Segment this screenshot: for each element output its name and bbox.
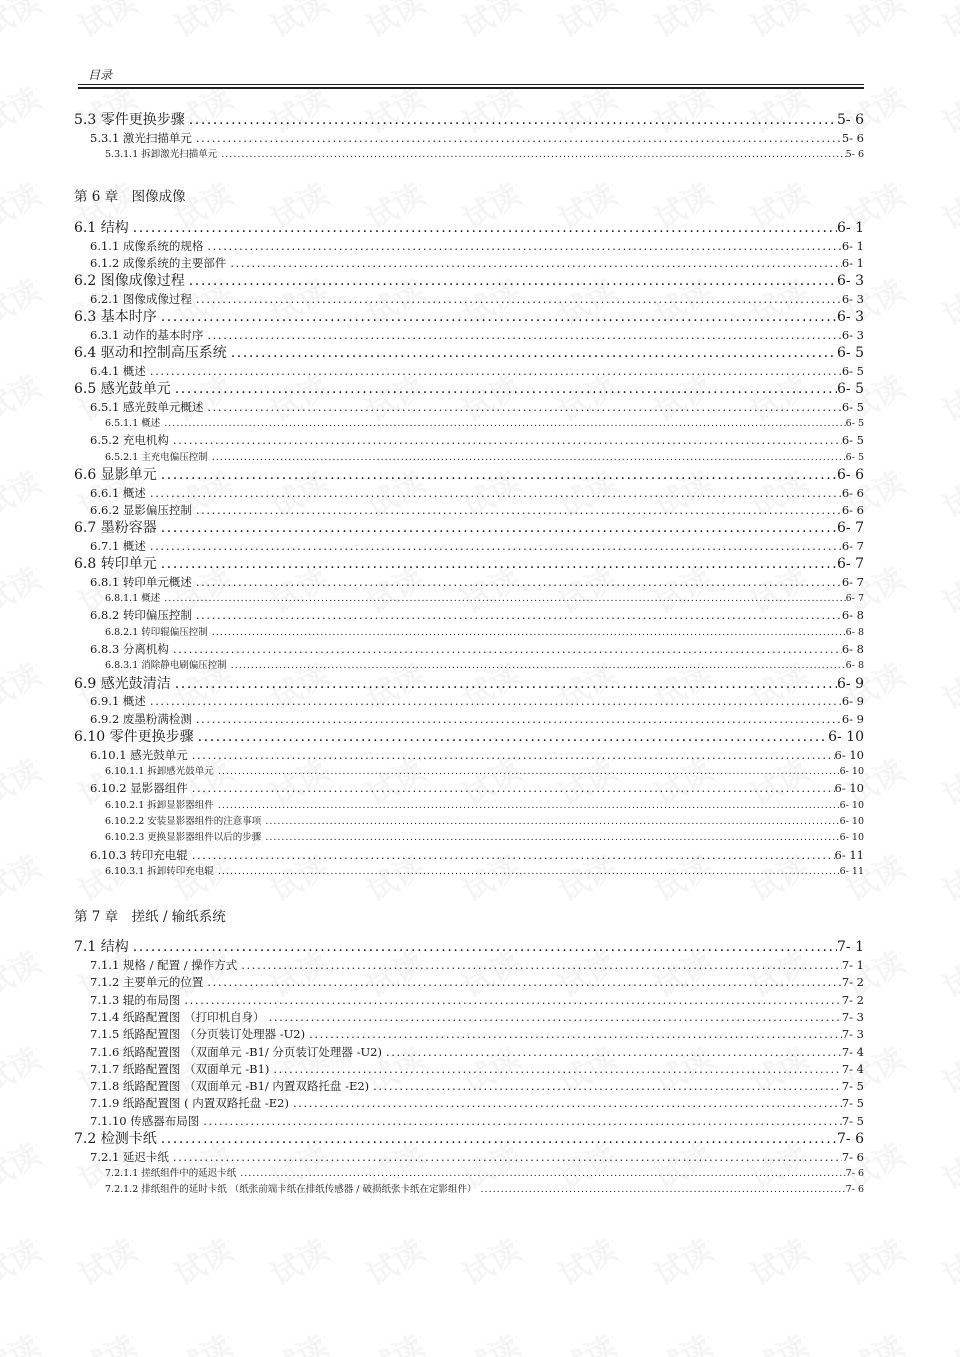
toc-entry-page: 7- 6: [845, 1184, 864, 1196]
watermark-mark: [933, 554, 960, 622]
watermark-mark: [933, 74, 960, 142]
watermark-mark: [549, 1226, 623, 1294]
toc-entry-title: 6.8.1 转印单元概述: [90, 574, 192, 589]
toc-leader-dots: [236, 1166, 845, 1182]
toc-entry-level-3: [74, 450, 864, 466]
toc-entry-title: 7.1.3 辊的布局图: [90, 992, 181, 1007]
watermark-mark: [645, 1322, 719, 1357]
toc-leader-dots: [237, 957, 842, 974]
toc-entry-title: 7.2 检测卡纸: [74, 1131, 157, 1148]
toc-leader-dots: [214, 764, 840, 780]
watermark-mark: [261, 0, 335, 46]
toc-entry-title: 6.1 结构: [74, 220, 129, 237]
toc-entry-page: 6- 10: [839, 832, 864, 844]
toc-leader-dots: [194, 728, 828, 747]
watermark-mark: [837, 1226, 911, 1294]
toc-entry-level-2: [74, 255, 864, 272]
watermark-mark: [0, 266, 47, 334]
toc-entry-page: 5- 6: [837, 112, 864, 128]
chapter-heading-6: 第 6 章 图像成像: [74, 189, 186, 206]
toc-leader-dots: [188, 747, 835, 764]
toc-entry-title: 6.3 基本时序: [74, 309, 157, 326]
toc-entry-title: 6.8.2.1 转印辊偏压控制: [105, 626, 208, 638]
watermark-mark: [933, 1130, 960, 1198]
toc-leader-dots: [261, 830, 839, 846]
watermark-mark: [933, 0, 960, 46]
toc-entry-level-1: [74, 675, 864, 694]
toc-leader-dots: [227, 658, 846, 674]
watermark-mark: [933, 266, 960, 334]
toc-entry-title: 6.10.2 显影器组件: [90, 781, 188, 796]
toc-entry-title: 7.1.5 纸路配置图 （分页装订处理器 -U2): [90, 1027, 306, 1042]
toc-entry-page: 6- 6: [841, 503, 864, 517]
toc-entry-page: 6- 7: [837, 520, 864, 537]
toc-entry-level-1: [74, 728, 864, 747]
toc-entry-level-1: [74, 308, 864, 327]
toc-leader-dots: [203, 327, 841, 344]
toc-entry-page: 6- 3: [841, 292, 864, 307]
toc-leader-dots: [208, 625, 846, 641]
toc-entry-page: 7- 2: [841, 975, 864, 990]
toc-entry-level-2: [74, 327, 864, 344]
toc-entry-level-2: [74, 780, 864, 797]
toc-entry-page: 6- 8: [841, 608, 864, 623]
toc-leader-dots: [169, 432, 842, 449]
toc-leader-dots: [265, 1009, 842, 1026]
toc-entry-title: 6.2.1 图像成像过程: [90, 292, 192, 307]
toc-entry-level-1: [74, 1130, 864, 1149]
toc-leader-dots: [146, 363, 842, 380]
toc-entry-page: 6- 10: [834, 747, 864, 762]
toc-entry-level-1: [74, 272, 864, 291]
toc-leader-dots: [157, 466, 837, 485]
toc-leader-dots: [185, 272, 837, 291]
toc-entry-level-2: [74, 538, 864, 555]
toc-entry-level-1: [74, 344, 864, 363]
toc-entry-title: 7.1.10 传感器布局图: [90, 1113, 200, 1128]
toc-leader-dots: [188, 847, 835, 864]
toc-leader-dots: [289, 1095, 842, 1112]
toc-entry-page: 7- 4: [841, 1061, 864, 1076]
toc-entry-title: 6.4.1 概述: [90, 363, 146, 378]
toc-entry-page: 6- 6: [837, 467, 864, 484]
toc-entry-title: 7.2.1.2 排纸组件的延时卡纸 （纸张前端卡纸在排纸传感器 / 破损纸张卡纸在定影组件）: [105, 1184, 477, 1196]
watermark-mark: [0, 1034, 47, 1102]
watermark-mark: [0, 554, 47, 622]
toc-entry-level-2: [74, 1078, 864, 1095]
toc-entry-page: 6- 7: [841, 538, 864, 553]
watermark-mark: [0, 650, 47, 718]
toc-entry-page: 7- 2: [841, 992, 864, 1007]
watermark-mark: [933, 938, 960, 1006]
watermark-mark: [69, 1226, 143, 1294]
toc-entry-page: 7- 1: [837, 939, 864, 956]
toc-entry-title: 6.10.3 转印充电辊: [90, 847, 188, 862]
watermark-mark: [933, 170, 960, 238]
toc-entry-page: 6- 9: [841, 694, 864, 709]
toc-entry-page: 7- 4: [841, 1044, 864, 1059]
toc-entry-title: 6.5 感光鼓单元: [74, 381, 171, 398]
toc-leader-dots: [157, 308, 837, 327]
toc-entry-title: 7.2.1 延迟卡纸: [90, 1149, 169, 1164]
toc-entry-page: 6- 8: [845, 626, 864, 638]
toc-entry-title: 7.1.8 纸路配置图 （双面单元 -B1/ 内置双路托盘 -E2): [90, 1079, 370, 1094]
toc-entry-level-2: [74, 711, 864, 728]
toc-entry-page: 6- 10: [834, 781, 864, 796]
toc-entry-title: 7.1 结构: [74, 939, 129, 956]
toc-leader-dots: [146, 693, 842, 710]
watermark-mark: [0, 746, 47, 814]
toc-entry-level-2: [74, 502, 864, 519]
toc-entry-title: 6.10 零件更换步骤: [74, 729, 194, 746]
toc-leader-dots: [203, 974, 841, 991]
toc-leader-dots: [261, 814, 839, 830]
toc-entry-title: 7.1.4 纸路配置图 （打印机自身）: [90, 1009, 265, 1024]
toc-entry-level-1: [74, 111, 864, 130]
toc-entry-level-2: [74, 974, 864, 991]
toc-entry-level-2: [74, 1095, 864, 1112]
toc-entry-level-2: [74, 1026, 864, 1043]
toc-entry-title: 6.5.1 感光鼓单元概述: [90, 399, 204, 414]
toc-entry-page: 6- 3: [837, 309, 864, 326]
toc-leader-dots: [157, 519, 837, 538]
watermark-mark: [453, 0, 527, 46]
watermark-mark: [0, 1130, 47, 1198]
toc-entry-level-3: [74, 658, 864, 674]
toc-leader-dots: [269, 1061, 841, 1078]
watermark-mark: [357, 1226, 431, 1294]
toc-entry-title: 6.9.2 废墨粉满检测: [90, 711, 192, 726]
toc-leader-dots: [382, 1044, 842, 1061]
toc-leader-dots: [226, 255, 841, 272]
toc-entry-title: 7.1.6 纸路配置图 （双面单元 -B1/ 分页装订处理器 -U2): [90, 1044, 382, 1059]
toc-entry-level-2: [74, 1149, 864, 1166]
watermark-mark: [0, 0, 47, 46]
toc-entry-page: 6- 1: [841, 256, 864, 271]
toc-entry-title: 5.3.1.1 拆卸激光扫描单元: [105, 148, 218, 160]
toc-entry-title: 6.6.1 概述: [90, 485, 146, 500]
watermark-mark: [357, 0, 431, 46]
toc-entry-title: 6.2 图像成像过程: [74, 273, 185, 290]
toc-entry-title: 6.9 感光鼓清洁: [74, 675, 171, 692]
toc-entry-page: 6- 9: [837, 675, 864, 692]
toc-entry-title: 6.1.1 成像系统的规格: [90, 238, 204, 253]
toc-entry-page: 6- 5: [837, 381, 864, 398]
watermark-mark: [69, 0, 143, 46]
toc-entry-title: 6.8.3 分离机构: [90, 642, 169, 657]
toc-chapter-6: [74, 219, 864, 880]
toc-entry-title: 6.8.2 转印偏压控制: [90, 608, 192, 623]
toc-entry-level-3: [74, 764, 864, 780]
toc-entry-level-3: [74, 1182, 864, 1198]
watermark-mark: [261, 1226, 335, 1294]
watermark-mark: [261, 1322, 335, 1357]
toc-entry-title: 6.5.2 充电机构: [90, 433, 169, 448]
header-rule-thick: [78, 87, 864, 89]
watermark-mark: [549, 0, 623, 46]
toc-leader-dots: [160, 416, 845, 432]
toc-leader-dots: [477, 1182, 846, 1198]
toc-section-5-3: [74, 111, 864, 163]
toc-entry-title: 6.7 墨粉容器: [74, 520, 157, 537]
toc-entry-level-2: [74, 432, 864, 449]
watermark-mark: [549, 1322, 623, 1357]
toc-entry-page: 6- 5: [837, 345, 864, 362]
watermark-mark: [645, 0, 719, 46]
toc-entry-title: 6.10.1.1 拆卸感光鼓单元: [105, 765, 214, 777]
watermark-mark: [645, 1226, 719, 1294]
toc-entry-title: 6.10.2.2 安装显影器组件的注意事项: [105, 816, 262, 827]
toc-leader-dots: [192, 607, 842, 624]
toc-entry-level-3: [74, 625, 864, 641]
toc-entry-level-2: [74, 291, 864, 308]
toc-entry-level-2: [74, 1009, 864, 1026]
toc-leader-dots: [146, 538, 842, 555]
chapter-heading-7: 第 7 章 搓纸 / 输纸系统: [74, 909, 226, 926]
watermark-mark: [741, 0, 815, 46]
toc-leader-dots: [185, 111, 837, 130]
toc-entry-level-2: [74, 957, 864, 974]
watermark-mark: [933, 458, 960, 526]
toc-entry-level-1: [74, 219, 864, 238]
toc-entry-title: 5.3.1 激光扫描单元: [90, 130, 192, 145]
watermark-mark: [837, 0, 911, 46]
toc-entry-page: 6- 11: [834, 847, 864, 862]
watermark-mark: [0, 74, 47, 142]
watermark-mark: [453, 1226, 527, 1294]
toc-entry-page: 6- 10: [839, 799, 864, 811]
watermark-mark: [165, 1322, 239, 1357]
toc-entry-page: 5- 6: [845, 148, 864, 160]
toc-leader-dots: [192, 711, 842, 728]
toc-entry-level-2: [74, 693, 864, 710]
toc-entry-page: 6- 10: [839, 765, 864, 777]
toc-leader-dots: [169, 641, 842, 658]
toc-leader-dots: [160, 591, 845, 607]
toc-leader-dots: [203, 399, 841, 416]
toc-entry-title: 6.8.3.1 消除静电刷偏压控制: [105, 660, 227, 672]
toc-entry-level-3: [74, 830, 864, 846]
toc-leader-dots: [305, 1026, 842, 1043]
toc-entry-title: 6.10.1 感光鼓单元: [90, 747, 188, 762]
toc-entry-level-2: [74, 238, 864, 255]
toc-entry-level-2: [74, 1044, 864, 1061]
toc-leader-dots: [129, 938, 837, 957]
toc-entry-title: 6.9.1 概述: [90, 694, 146, 709]
toc-leader-dots: [188, 780, 835, 797]
toc-leader-dots: [146, 485, 842, 502]
toc-leader-dots: [192, 291, 842, 308]
toc-entry-title: 6.1.2 成像系统的主要部件: [90, 256, 227, 271]
toc-leader-dots: [129, 219, 837, 238]
toc-entry-title: 7.1.1 规格 / 配置 / 操作方式: [90, 958, 238, 973]
toc-entry-title: 6.7.1 概述: [90, 538, 146, 553]
toc-leader-dots: [227, 344, 837, 363]
toc-entry-title: 6.10.3.1 拆卸转印充电辊: [105, 866, 214, 878]
watermark-mark: [837, 1322, 911, 1357]
toc-entry-page: 7- 5: [841, 1113, 864, 1128]
toc-leader-dots: [171, 675, 837, 694]
toc-entry-title: 6.6.2 显影偏压控制: [90, 503, 192, 517]
toc-leader-dots: [192, 130, 842, 147]
toc-entry-level-2: [74, 607, 864, 624]
toc-leader-dots: [369, 1078, 842, 1095]
toc-entry-level-1: [74, 519, 864, 538]
toc-entry-level-3: [74, 591, 864, 607]
toc-entry-title: 6.10.2.3 更换显影器组件以后的步骤: [105, 832, 262, 844]
toc-entry-page: 7- 5: [841, 1079, 864, 1094]
watermark-mark: [933, 1034, 960, 1102]
toc-entry-level-1: [74, 555, 864, 574]
toc-leader-dots: [171, 380, 837, 399]
toc-entry-title: 5.3 零件更换步骤: [74, 112, 185, 128]
toc-entry-page: 6- 1: [841, 238, 864, 253]
toc-entry-level-2: [74, 1113, 864, 1130]
toc-entry-page: 6- 5: [841, 433, 864, 448]
toc: [74, 111, 864, 1199]
toc-entry-title: 6.5.2.1 主充电偏压控制: [105, 451, 208, 463]
toc-entry-page: 6- 5: [841, 363, 864, 378]
toc-entry-title: 7.1.9 纸路配置图 ( 内置双路托盘 -E2): [90, 1096, 289, 1111]
watermark-mark: [0, 458, 47, 526]
watermark-mark: [0, 362, 47, 430]
toc-entry-level-1: [74, 466, 864, 485]
toc-entry-level-2: [74, 399, 864, 416]
toc-entry-title: 6.3.1 动作的基本时序: [90, 327, 204, 342]
toc-entry-page: 7- 6: [841, 1149, 864, 1164]
toc-entry-title: 6.5.1.1 概述: [105, 418, 161, 430]
toc-entry-level-3: [74, 147, 864, 163]
toc-entry-page: 6- 3: [837, 273, 864, 290]
watermark-mark: [933, 1226, 960, 1294]
watermark-mark: [0, 842, 47, 910]
toc-entry-level-2: [74, 847, 864, 864]
toc-entry-title: 6.8 转印单元: [74, 556, 157, 573]
toc-leader-dots: [192, 574, 842, 591]
watermark-mark: [165, 1226, 239, 1294]
toc-leader-dots: [157, 1130, 837, 1149]
toc-leader-dots: [199, 1113, 842, 1130]
header-title: 目录: [88, 68, 113, 82]
watermark-mark: [933, 746, 960, 814]
watermark-mark: [0, 1322, 47, 1357]
toc-entry-page: 7- 6: [845, 1167, 864, 1179]
toc-entry-level-3: [74, 1166, 864, 1182]
toc-entry-title: 7.2.1.1 搓纸组件中的延迟卡纸: [105, 1167, 237, 1179]
toc-entry-level-2: [74, 1061, 864, 1078]
watermark-mark: [69, 1322, 143, 1357]
toc-entry-page: 7- 3: [841, 1009, 864, 1024]
watermark-mark: [933, 362, 960, 430]
watermark-mark: [357, 1322, 431, 1357]
toc-entry-level-2: [74, 747, 864, 764]
toc-entry-title: 6.10.2.1 拆卸显影器组件: [105, 799, 214, 811]
toc-entry-page: 6- 9: [841, 711, 864, 726]
toc-entry-title: 6.8.1.1 概述: [105, 593, 161, 605]
watermark-mark: [933, 842, 960, 910]
toc-entry-page: 5- 6: [841, 130, 864, 145]
toc-entry-level-3: [74, 416, 864, 432]
toc-entry-title: 7.1.7 纸路配置图 （双面单元 -B1): [90, 1061, 270, 1076]
toc-leader-dots: [203, 238, 841, 255]
header-rule-thin: [78, 84, 864, 85]
page-header: [78, 66, 864, 90]
watermark-mark: [741, 1322, 815, 1357]
watermark-mark: [0, 1226, 47, 1294]
toc-entry-level-2: [74, 485, 864, 502]
toc-entry-level-2: [74, 130, 864, 147]
toc-entry-level-3: [74, 864, 864, 880]
toc-entry-title: 7.1.2 主要单元的位置: [90, 975, 204, 990]
toc-entry-title: 6.4 驱动和控制高压系统: [74, 345, 227, 362]
toc-entry-level-2: [74, 363, 864, 380]
toc-entry-page: 6- 1: [837, 220, 864, 237]
toc-entry-level-2: [74, 574, 864, 591]
toc-entry-level-3: [74, 814, 864, 830]
watermark-mark: [165, 0, 239, 46]
toc-entry-title: 6.6 显影单元: [74, 467, 157, 484]
toc-entry-level-2: [74, 992, 864, 1009]
toc-entry-page: 6- 5: [841, 399, 864, 414]
toc-leader-dots: [169, 1149, 842, 1166]
toc-entry-level-3: [74, 798, 864, 814]
watermark-mark: [933, 650, 960, 718]
toc-entry-page: 6- 5: [845, 451, 864, 463]
toc-entry-page: 6- 8: [845, 660, 864, 672]
toc-entry-page: 6- 7: [837, 556, 864, 573]
toc-entry-page: 6- 5: [845, 418, 864, 430]
toc-chapter-7: [74, 938, 864, 1198]
toc-leader-dots: [157, 555, 837, 574]
toc-entry-page: 6- 3: [841, 327, 864, 342]
toc-entry-page: 7- 6: [837, 1131, 864, 1148]
toc-leader-dots: [208, 450, 846, 466]
toc-entry-page: 7- 5: [841, 1096, 864, 1111]
toc-leader-dots: [217, 147, 845, 163]
toc-leader-dots: [214, 864, 840, 880]
watermark-mark: [453, 1322, 527, 1357]
toc-entry-page: 6- 11: [839, 866, 864, 878]
toc-leader-dots: [180, 992, 841, 1009]
toc-entry-page: 6- 10: [839, 816, 864, 827]
watermark-mark: [0, 938, 47, 1006]
toc-entry-level-2: [74, 641, 864, 658]
toc-entry-level-1: [74, 380, 864, 399]
toc-entry-level-1: [74, 938, 864, 957]
toc-entry-page: 6- 10: [828, 729, 864, 746]
watermark-mark: [0, 170, 47, 238]
toc-entry-page: 6- 8: [841, 642, 864, 657]
toc-entry-page: 7- 1: [841, 958, 864, 973]
toc-entry-page: 6- 7: [841, 574, 864, 589]
watermark-mark: [741, 1226, 815, 1294]
watermark-mark: [933, 1322, 960, 1357]
toc-leader-dots: [214, 798, 840, 814]
toc-leader-dots: [192, 502, 842, 519]
toc-entry-page: 6- 7: [845, 593, 864, 605]
toc-entry-page: 6- 6: [841, 485, 864, 500]
toc-entry-page: 7- 3: [841, 1027, 864, 1042]
